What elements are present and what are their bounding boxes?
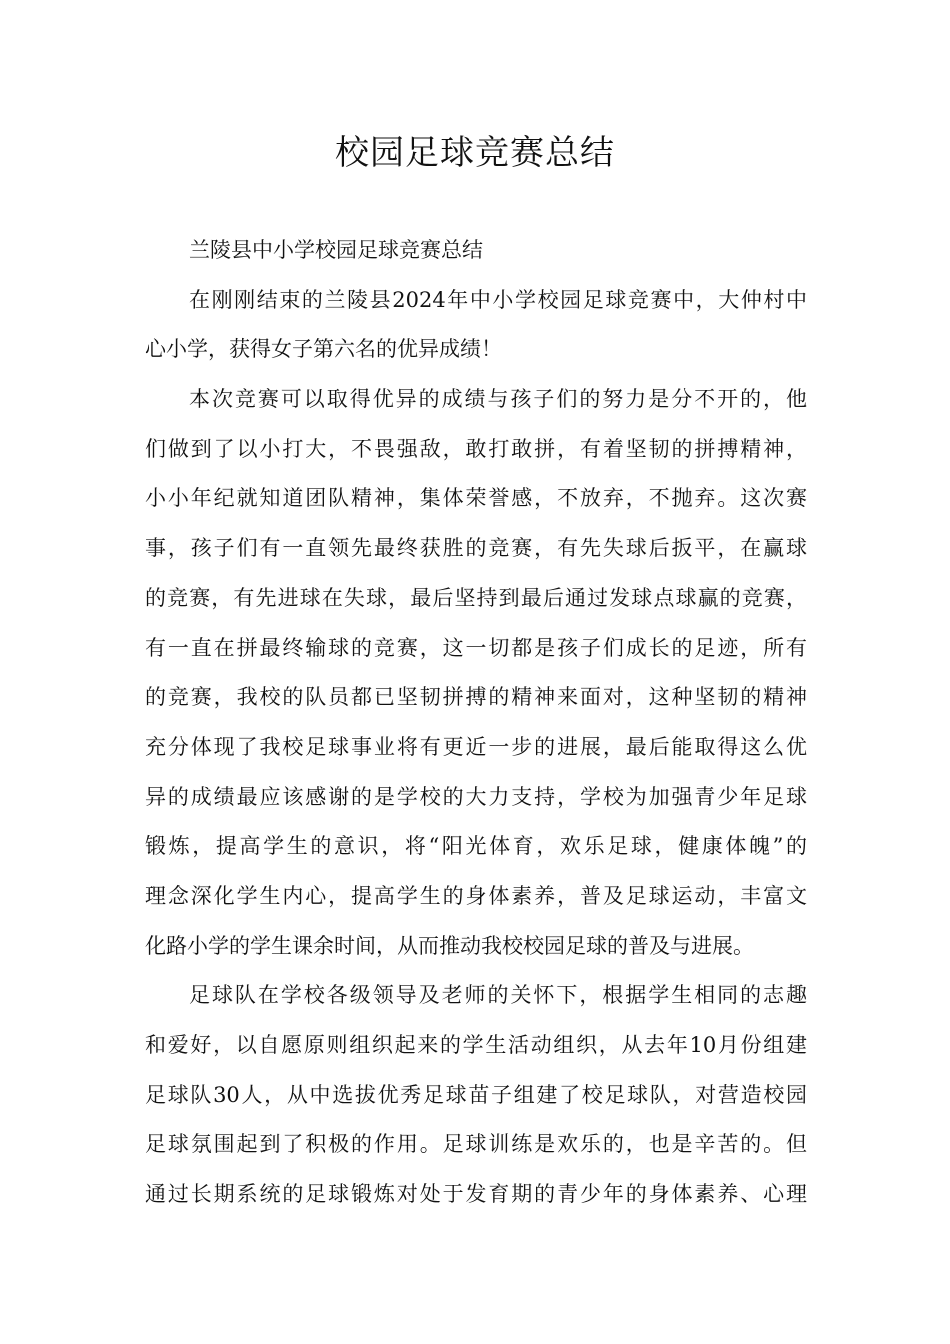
text-line: 的竞赛，有先进球在失球，最后坚持到最后通过发球点球赢的竞赛，: [145, 585, 807, 610]
text-line: 的竞赛，我校的队员都已坚韧拼搏的精神来面对，这种坚韧的精神: [145, 685, 807, 710]
text-line: 异的成绩最应该感谢的是学校的大力支持，学校为加强青少年足球: [145, 784, 807, 809]
text-line: 本次竞赛可以取得优异的成绩与孩子们的努力是分不开的，他: [189, 387, 807, 412]
text-line: 们做到了以小打大，不畏强敌，敢打敢拼，有着坚韧的拼搏精神，: [145, 436, 807, 461]
text-line: 事，孩子们有一直领先最终获胜的竞赛，有先失球后扳平，在赢球: [145, 536, 807, 561]
text-line: 充分体现了我校足球事业将有更近一步的进展，最后能取得这么优: [145, 734, 807, 759]
text-line: 和爱好，以自愿原则组织起来的学生活动组织，从去年10月份组建: [145, 1033, 807, 1057]
text-line: 化路小学的学生课余时间，从而推动我校校园足球的普及与进展。: [145, 933, 754, 958]
text-line: 足球队30人，从中选拔优秀足球苗子组建了校足球队，对营造校园: [145, 1082, 807, 1107]
text-line: 小小年纪就知道团队精神，集体荣誉感，不放弃，不抛弃。这次赛: [145, 486, 807, 511]
text-line: 心小学，获得女子第六名的优异成绩！: [145, 337, 502, 362]
document-title: 校园足球竞赛总结: [335, 133, 615, 173]
text-line: 有一直在拼最终输球的竞赛，这一切都是孩子们成长的足迹，所有: [145, 635, 807, 660]
text-line: 锻炼，提高学生的意识，将“阳光体育，欢乐足球，健康体魄”的: [145, 834, 807, 859]
text-line: 兰陵县中小学校园足球竞赛总结: [189, 238, 483, 262]
text-line: 足球氛围起到了积极的作用。足球训练是欢乐的，也是辛苦的。但: [145, 1132, 807, 1157]
text-line: 在刚刚结束的兰陵县2024年中小学校园足球竞赛中，大仲村中: [189, 287, 807, 312]
text-line: 通过长期系统的足球锻炼对处于发育期的青少年的身体素养、心理: [145, 1182, 807, 1207]
text-line: 足球队在学校各级领导及老师的关怀下，根据学生相同的志趣: [189, 983, 807, 1008]
document-body: [145, 226, 807, 1220]
text-line: 理念深化学生内心，提高学生的身体素养，普及足球运动，丰富文: [145, 883, 807, 908]
